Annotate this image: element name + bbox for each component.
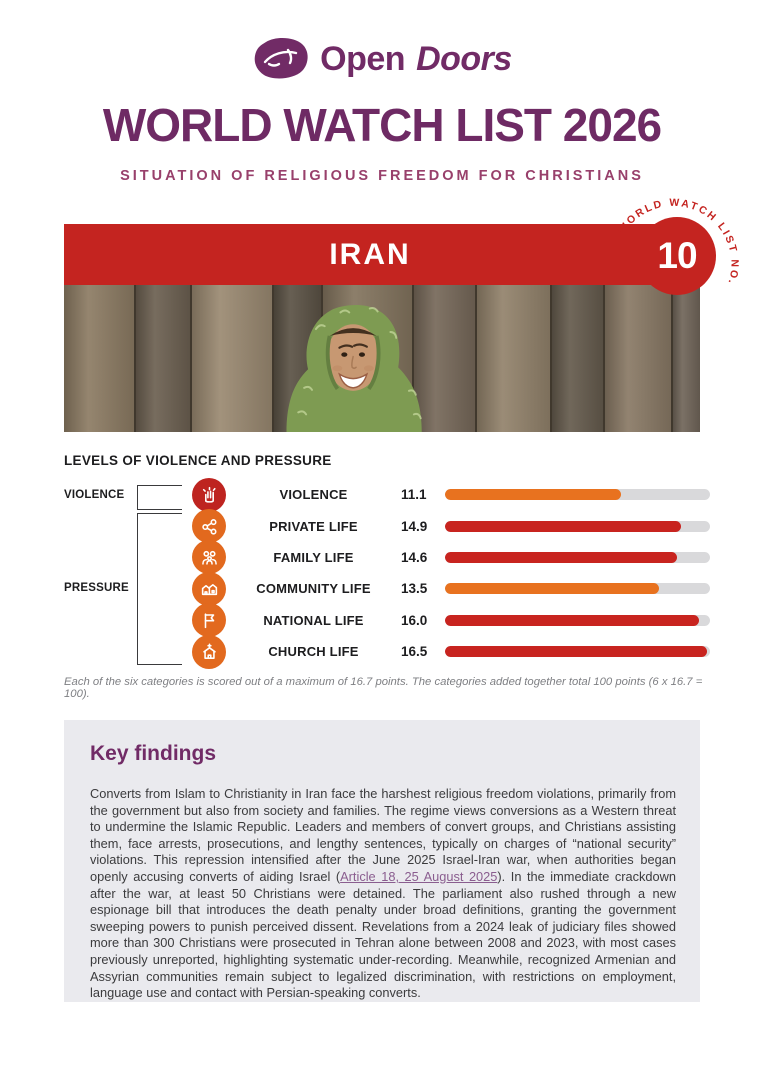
row-value: 11.1: [401, 487, 427, 503]
row-label: PRIVATE LIFE: [269, 518, 358, 534]
national-life-flag-icon: [192, 603, 226, 637]
logo-word-open: Open: [320, 39, 406, 78]
key-findings-paragraph: [90, 786, 676, 1002]
badge-curved-text: WORLD WATCH LIST NO.: [615, 196, 741, 288]
logo-word-doors: Doors: [416, 39, 512, 78]
levels-chart: [64, 479, 710, 667]
page-subtitle: SITUATION OF RELIGIOUS FREEDOM FOR CHRISTIANS: [120, 168, 644, 184]
woman-green-headscarf-portrait: [245, 285, 475, 432]
chart-row-private-life: [64, 510, 710, 541]
article18-source-link[interactable]: Article 18, 25 August 2025: [340, 868, 498, 884]
score-bar-track: [445, 583, 710, 594]
country-name: IRAN: [329, 237, 411, 271]
row-value: 14.9: [401, 518, 428, 534]
open-doors-blob-fish-icon: [252, 36, 310, 82]
wood-plank: [64, 285, 136, 432]
chart-row-church-life: [64, 636, 710, 667]
chart-row-family-life: [64, 542, 710, 573]
paragraph-text-before-link: Converts from Islam to Christianity in Iran face the harshest religious freedom violations, primarily from the government but also from society and families. The regime views conversions as a Western threat to undermine the Islamic Republic. Leaders and members of convert groups, and Christians assisting them, face arrests, prosecutions, and lengthy sentences, typically on charges of “national security” violations. This repression intensified after the June 2025 Israel-Iran war, when authorities began openly accusing converts of aiding Israel (: [90, 786, 676, 884]
country-banner: [64, 224, 676, 285]
score-bar-fill: [445, 583, 659, 594]
score-bar-track: [445, 646, 710, 657]
score-bar-fill: [445, 489, 621, 500]
rank-number: 10: [657, 235, 697, 276]
family-life-people-icon: [192, 540, 226, 574]
key-findings-panel: [64, 720, 700, 1002]
chart-footnote: Each of the six categories is scored out of a maximum of 16.7 points. The categories added together total 100 points (6 x 16.7 = 100).: [64, 676, 703, 700]
axis-group-violence: VIOLENCE: [64, 489, 125, 501]
score-bar-track: [445, 489, 710, 500]
row-label: CHURCH LIFE: [268, 644, 359, 660]
row-value: 14.6: [401, 549, 428, 565]
key-findings-heading: Key findings: [90, 742, 217, 765]
page-title: WORLD WATCH LIST 2026: [102, 99, 662, 151]
community-life-houses-icon: [192, 572, 226, 606]
chart-row-national-life: [64, 605, 710, 636]
row-label: VIOLENCE: [279, 487, 348, 503]
row-value: 16.5: [401, 644, 428, 660]
score-bar-fill: [445, 615, 699, 626]
rank-badge: [638, 217, 716, 295]
score-bar-track: [445, 521, 710, 532]
score-bar-fill: [445, 552, 677, 563]
row-label: COMMUNITY LIFE: [256, 581, 371, 597]
row-value: 16.0: [401, 612, 428, 628]
score-bar-track: [445, 615, 710, 626]
axis-group-pressure: PRESSURE: [64, 582, 129, 594]
wood-plank: [136, 285, 192, 432]
chart-row-community-life: [64, 573, 710, 604]
chart-row-violence: [64, 479, 710, 510]
row-label: FAMILY LIFE: [273, 549, 354, 565]
violence-fist-icon: [192, 478, 226, 512]
levels-chart-heading: LEVELS OF VIOLENCE AND PRESSURE: [64, 453, 332, 468]
score-bar-track: [445, 552, 710, 563]
church-life-church-icon: [192, 635, 226, 669]
open-doors-logo: [0, 36, 764, 82]
score-bar-fill: [445, 521, 681, 532]
score-bar-fill: [445, 646, 707, 657]
wood-plank: [477, 285, 552, 432]
paragraph-text-after-link: ). In the immediate crackdown after the war, at least 50 Christians were detained. The parliament also rushed through a new espionage bill that introduces the death penalty under broad definitions, granting the government sweeping powers to punish perceived dissent. Revelations from a 2024 leak of judiciary files showed more than 300 Christians were prosecuted in Tehran alone between 2008 and 2023, with most cases previously unreported, highlighting systematic under-recording. Meanwhile, recognized Armenian and Assyrian communities remain subject to legalized discrimination, with restrictions on employment, language use and contact with Persian-speaking converts.: [90, 868, 677, 1001]
row-value: 13.5: [401, 581, 428, 597]
private-life-network-icon: [192, 509, 226, 543]
row-label: NATIONAL LIFE: [263, 612, 364, 628]
